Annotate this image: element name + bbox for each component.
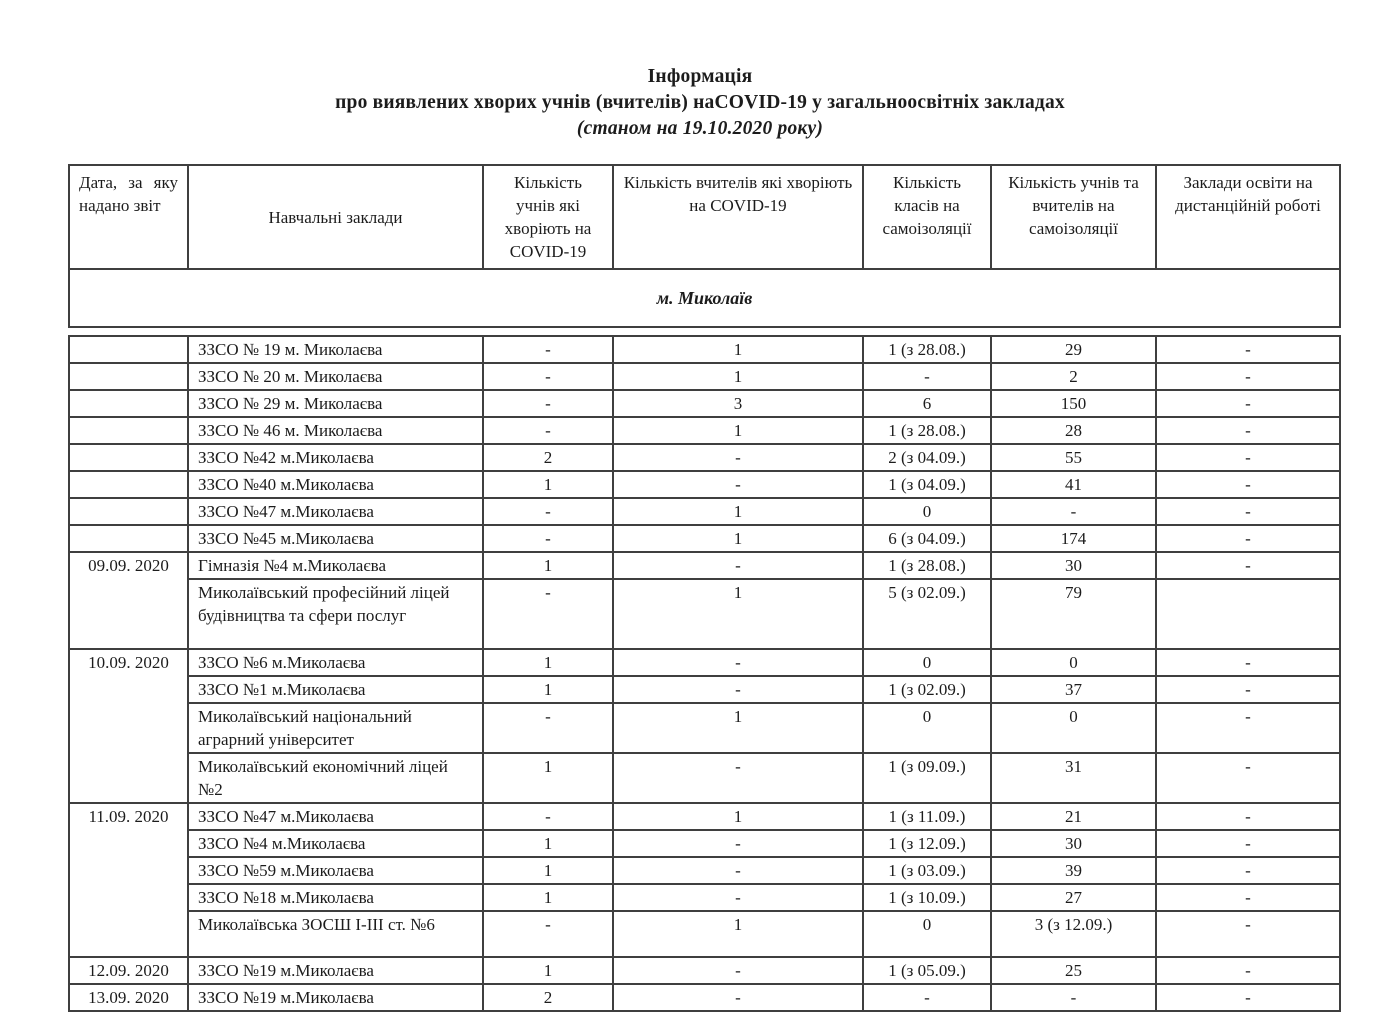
col-header-teachers-sick: Кількість вчителів які хворіють на COVID-19 <box>613 165 863 269</box>
classes-cell: 1 (з 10.09.) <box>863 884 991 911</box>
students-cell: - <box>483 911 613 957</box>
teachers-cell: - <box>613 552 863 579</box>
students-cell: - <box>483 525 613 552</box>
table-row <box>69 649 1340 676</box>
date-cell: 12.09. 2020 <box>69 957 188 984</box>
col-header-students-sick: Кількість учнів які хворіють на COVID-19 <box>483 165 613 269</box>
teachers-cell: - <box>613 984 863 1011</box>
title-line-2: про виявлених хворих учнів (вчителів) наCOVID-19 у загальноосвітніх закладах <box>335 92 1065 113</box>
table-row <box>69 676 1340 703</box>
remote-cell: - <box>1156 525 1340 552</box>
teachers-cell: 1 <box>613 417 863 444</box>
date-cell: 10.09. 2020 <box>69 649 188 803</box>
remote-cell: - <box>1156 803 1340 830</box>
table-row <box>69 471 1340 498</box>
remote-cell: - <box>1156 830 1340 857</box>
isolation-cell: 31 <box>991 753 1156 803</box>
students-cell: - <box>483 390 613 417</box>
table-row <box>69 857 1340 884</box>
col-header-classes-isolation: Кількість класів на самоізоляції <box>863 165 991 269</box>
students-cell: - <box>483 498 613 525</box>
school-cell: ЗЗСО №47 м.Миколаєва <box>188 498 483 525</box>
classes-cell: 6 (з 04.09.) <box>863 525 991 552</box>
title-line-3: (станом на 19.10.2020 року) <box>576 118 824 139</box>
isolation-cell: 41 <box>991 471 1156 498</box>
classes-cell: 6 <box>863 390 991 417</box>
remote-cell: - <box>1156 649 1340 676</box>
classes-cell: 5 (з 02.09.) <box>863 579 991 649</box>
teachers-cell: 1 <box>613 703 863 753</box>
students-cell: 1 <box>483 471 613 498</box>
school-cell: ЗЗСО №18 м.Миколаєва <box>188 884 483 911</box>
teachers-cell: - <box>613 957 863 984</box>
table-row <box>69 579 1340 649</box>
school-cell: Миколаївський національний аграрний університет <box>188 703 483 753</box>
classes-cell: 1 (з 11.09.) <box>863 803 991 830</box>
date-cell: 13.09. 2020 <box>69 984 188 1011</box>
table-row <box>69 803 1340 830</box>
table-row <box>69 884 1340 911</box>
table-row <box>69 363 1340 390</box>
col-header-remote-work: Заклади освіти на дистанційній роботі <box>1156 165 1340 269</box>
remote-cell: - <box>1156 444 1340 471</box>
students-cell: 1 <box>483 649 613 676</box>
teachers-cell: - <box>613 649 863 676</box>
teachers-cell: - <box>613 884 863 911</box>
remote-cell: - <box>1156 552 1340 579</box>
classes-cell: 1 (з 02.09.) <box>863 676 991 703</box>
students-cell: 1 <box>483 676 613 703</box>
school-cell: ЗЗСО № 19 м. Миколаєва <box>188 336 483 363</box>
school-cell: Миколаївська ЗОСШ І-ІІІ ст. №6 <box>188 911 483 957</box>
teachers-cell: - <box>613 857 863 884</box>
isolation-cell: - <box>991 984 1156 1011</box>
school-cell: Миколаївський економічний ліцей №2 <box>188 753 483 803</box>
remote-cell: - <box>1156 753 1340 803</box>
students-cell: 2 <box>483 984 613 1011</box>
teachers-cell: - <box>613 471 863 498</box>
teachers-cell: 1 <box>613 803 863 830</box>
table-row <box>69 830 1340 857</box>
students-cell: 1 <box>483 753 613 803</box>
school-cell: ЗЗСО № 46 м. Миколаєва <box>188 417 483 444</box>
students-cell: - <box>483 579 613 649</box>
date-cell <box>69 336 188 363</box>
isolation-cell: 28 <box>991 417 1156 444</box>
isolation-cell: 30 <box>991 830 1156 857</box>
col-header-people-isolation: Кількість учнів та вчителів на самоізоляції <box>991 165 1156 269</box>
isolation-cell: 29 <box>991 336 1156 363</box>
classes-cell: 2 (з 04.09.) <box>863 444 991 471</box>
isolation-cell: 174 <box>991 525 1156 552</box>
date-cell <box>69 444 188 471</box>
teachers-cell: - <box>613 830 863 857</box>
date-cell <box>69 363 188 390</box>
teachers-cell: 1 <box>613 336 863 363</box>
date-cell <box>69 471 188 498</box>
col-header-school: Навчальні заклади <box>188 165 483 269</box>
teachers-cell: 1 <box>613 579 863 649</box>
remote-cell: - <box>1156 363 1340 390</box>
spacer-cell <box>69 327 1340 336</box>
table-row <box>69 417 1340 444</box>
school-cell: ЗЗСО №47 м.Миколаєва <box>188 803 483 830</box>
remote-cell <box>1156 579 1340 649</box>
date-cell: 11.09. 2020 <box>69 803 188 957</box>
remote-cell: - <box>1156 857 1340 884</box>
header-row <box>69 165 1340 269</box>
school-cell: ЗЗСО №42 м.Миколаєва <box>188 444 483 471</box>
remote-cell: - <box>1156 471 1340 498</box>
isolation-cell: - <box>991 498 1156 525</box>
section-row <box>69 269 1340 327</box>
remote-cell: - <box>1156 911 1340 957</box>
isolation-cell: 79 <box>991 579 1156 649</box>
school-cell: Гімназія №4 м.Миколаєва <box>188 552 483 579</box>
classes-cell: 1 (з 28.08.) <box>863 336 991 363</box>
school-cell: ЗЗСО №59 м.Миколаєва <box>188 857 483 884</box>
col-header-date: Дата, за яку надано звіт <box>69 165 188 269</box>
isolation-cell: 25 <box>991 957 1156 984</box>
isolation-cell: 0 <box>991 703 1156 753</box>
isolation-cell: 37 <box>991 676 1156 703</box>
document-title <box>55 0 1345 142</box>
classes-cell: 1 (з 09.09.) <box>863 753 991 803</box>
date-cell <box>69 390 188 417</box>
students-cell: 1 <box>483 552 613 579</box>
remote-cell: - <box>1156 498 1340 525</box>
students-cell: 2 <box>483 444 613 471</box>
teachers-cell: 3 <box>613 390 863 417</box>
isolation-cell: 0 <box>991 649 1156 676</box>
school-cell: ЗЗСО № 20 м. Миколаєва <box>188 363 483 390</box>
table-row <box>69 911 1340 957</box>
date-cell <box>69 498 188 525</box>
teachers-cell: - <box>613 444 863 471</box>
covid-report-table <box>68 164 1341 1012</box>
students-cell: - <box>483 803 613 830</box>
school-cell: ЗЗСО №1 м.Миколаєва <box>188 676 483 703</box>
school-cell: Миколаївський професійний ліцей будівництва та сфери послуг <box>188 579 483 649</box>
school-cell: ЗЗСО №4 м.Миколаєва <box>188 830 483 857</box>
classes-cell: 1 (з 28.08.) <box>863 552 991 579</box>
table-row <box>69 984 1340 1011</box>
students-cell: - <box>483 417 613 444</box>
students-cell: - <box>483 363 613 390</box>
classes-cell: - <box>863 363 991 390</box>
school-cell: ЗЗСО №19 м.Миколаєва <box>188 984 483 1011</box>
classes-cell: 1 (з 28.08.) <box>863 417 991 444</box>
remote-cell: - <box>1156 957 1340 984</box>
classes-cell: 1 (з 05.09.) <box>863 957 991 984</box>
remote-cell: - <box>1156 984 1340 1011</box>
students-cell: 1 <box>483 857 613 884</box>
school-cell: ЗЗСО №19 м.Миколаєва <box>188 957 483 984</box>
remote-cell: - <box>1156 336 1340 363</box>
teachers-cell: 1 <box>613 363 863 390</box>
table-row <box>69 703 1340 753</box>
table-row <box>69 390 1340 417</box>
teachers-cell: 1 <box>613 911 863 957</box>
table-row <box>69 957 1340 984</box>
table-row <box>69 444 1340 471</box>
students-cell: 1 <box>483 830 613 857</box>
remote-cell: - <box>1156 417 1340 444</box>
school-cell: ЗЗСО №40 м.Миколаєва <box>188 471 483 498</box>
date-cell <box>69 525 188 552</box>
date-cell <box>69 417 188 444</box>
classes-cell: 0 <box>863 703 991 753</box>
isolation-cell: 30 <box>991 552 1156 579</box>
isolation-cell: 39 <box>991 857 1156 884</box>
title-line-1: Інформація <box>647 66 753 87</box>
teachers-cell: 1 <box>613 525 863 552</box>
table-row <box>69 336 1340 363</box>
classes-cell: 0 <box>863 498 991 525</box>
isolation-cell: 27 <box>991 884 1156 911</box>
table-row <box>69 525 1340 552</box>
section-label: м. Миколаїв <box>69 269 1340 327</box>
classes-cell: 0 <box>863 649 991 676</box>
classes-cell: 0 <box>863 911 991 957</box>
remote-cell: - <box>1156 676 1340 703</box>
table-row <box>69 552 1340 579</box>
isolation-cell: 21 <box>991 803 1156 830</box>
classes-cell: - <box>863 984 991 1011</box>
spacer-row <box>69 327 1340 336</box>
students-cell: - <box>483 703 613 753</box>
remote-cell: - <box>1156 703 1340 753</box>
classes-cell: 1 (з 12.09.) <box>863 830 991 857</box>
school-cell: ЗЗСО №6 м.Миколаєва <box>188 649 483 676</box>
school-cell: ЗЗСО № 29 м. Миколаєва <box>188 390 483 417</box>
table-row <box>69 753 1340 803</box>
isolation-cell: 2 <box>991 363 1156 390</box>
students-cell: - <box>483 336 613 363</box>
table-row <box>69 498 1340 525</box>
students-cell: 1 <box>483 957 613 984</box>
school-cell: ЗЗСО №45 м.Миколаєва <box>188 525 483 552</box>
teachers-cell: - <box>613 753 863 803</box>
remote-cell: - <box>1156 884 1340 911</box>
students-cell: 1 <box>483 884 613 911</box>
isolation-cell: 55 <box>991 444 1156 471</box>
teachers-cell: - <box>613 676 863 703</box>
isolation-cell: 150 <box>991 390 1156 417</box>
classes-cell: 1 (з 03.09.) <box>863 857 991 884</box>
remote-cell: - <box>1156 390 1340 417</box>
date-cell: 09.09. 2020 <box>69 552 188 649</box>
teachers-cell: 1 <box>613 498 863 525</box>
classes-cell: 1 (з 04.09.) <box>863 471 991 498</box>
isolation-cell: 3 (з 12.09.) <box>991 911 1156 957</box>
